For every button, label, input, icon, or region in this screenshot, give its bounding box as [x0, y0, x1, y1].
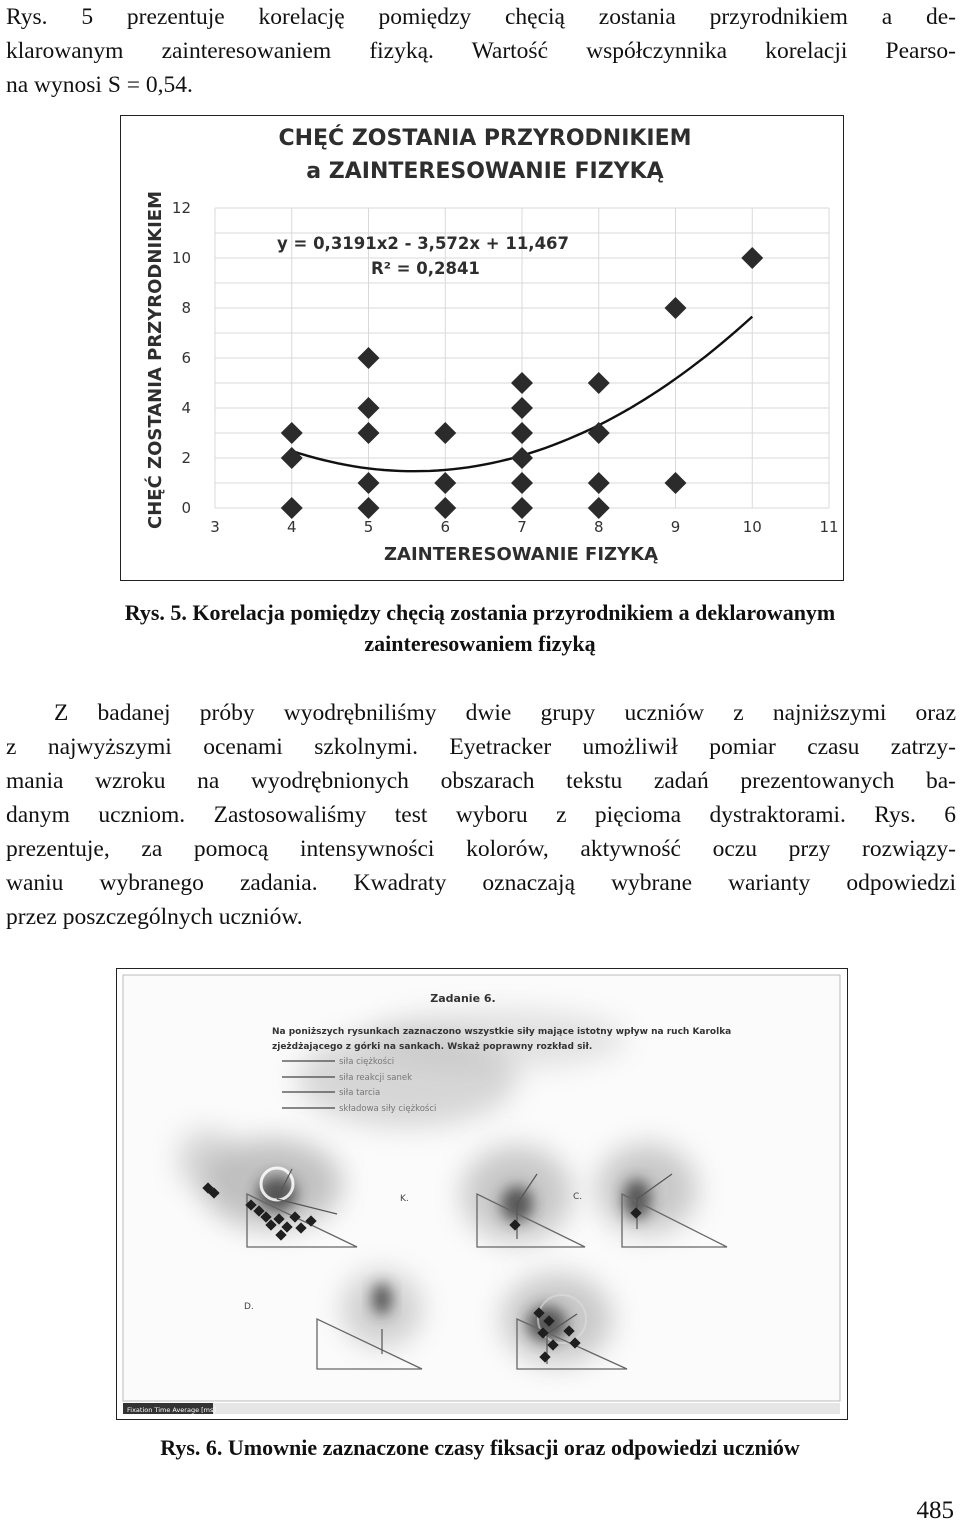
data-point: [588, 372, 610, 394]
figure-5-caption-label: Rys. 5.: [124, 600, 187, 625]
figure-6-caption: Rys. 6. Umownie zaznaczone czasy fiksacji oraz odpowiedzi uczniów: [160, 1435, 800, 1460]
data-point: [434, 497, 456, 519]
data-point: [511, 397, 533, 419]
y-tick-label: 10: [171, 249, 191, 267]
data-point: [358, 347, 380, 369]
trend-r-squared: R² = 0,2841: [371, 259, 480, 278]
data-point: [665, 297, 687, 319]
x-tick-label: 8: [593, 518, 604, 536]
data-point: [588, 472, 610, 494]
figure-5-caption: [0, 597, 960, 659]
x-tick-label: 10: [742, 518, 762, 536]
data-point: [281, 497, 303, 519]
intro-paragraph: [6, 0, 956, 102]
scatter-chart: [121, 116, 842, 579]
chart-title-line-2: a ZAINTERESOWANIE FIZYKĄ: [306, 159, 664, 184]
data-point: [741, 247, 763, 269]
figure-5-frame: [120, 115, 844, 581]
trend-equation: y = 0,3191x2 - 3,572x + 11,467: [277, 234, 570, 253]
data-point: [281, 447, 303, 469]
body-line: z najwyższymi ocenami szkolnymi. Eyetracker umożliwił pomiar czasu zatrzy-: [6, 734, 956, 760]
data-point: [588, 497, 610, 519]
intro-line: Rys. 5 prezentuje korelację pomiędzy chęcią zostania przyrodnikiem a de-: [6, 4, 956, 30]
body-line: danym uczniom. Zastosowaliśmy test wyboru z pięcioma dystraktorami. Rys. 6: [6, 802, 956, 828]
x-tick-label: 6: [440, 518, 451, 536]
legend-reaction: siła reakcji sanek: [339, 1073, 413, 1083]
data-point: [511, 422, 533, 444]
data-point: [358, 472, 380, 494]
chart-title-line-1: CHĘĆ ZOSTANIA PRZYRODNIKIEM: [278, 126, 692, 151]
x-tick-label: 4: [286, 518, 297, 536]
y-tick-label: 12: [171, 199, 191, 217]
body-line: Z badanej próby wyodrębniliśmy dwie grupy uczniów z najniższymi oraz: [54, 700, 956, 726]
x-tick-label: 7: [517, 518, 527, 536]
option-d-label: D.: [244, 1302, 254, 1312]
y-axis-label: CHĘĆ ZOSTANIA PRZYRODNIKIEM: [145, 191, 166, 529]
x-tick-label: 11: [819, 518, 839, 536]
x-tick-label: 3: [210, 518, 220, 536]
y-tick-label: 4: [181, 399, 191, 417]
intro-line: na wynosi S = 0,54.: [6, 72, 193, 98]
task-text-1: Na poniższych rysunkach zaznaczono wszystkie siły mające istotny wpływ na ruch Karolka: [272, 1027, 732, 1037]
option-k-label: K.: [400, 1194, 409, 1204]
option-c-label: C.: [573, 1192, 583, 1202]
data-point: [434, 422, 456, 444]
data-point: [434, 472, 456, 494]
data-point: [358, 497, 380, 519]
figure-5-caption-text-1: Korelacja pomiędzy chęcią zostania przyrodnikiem a deklarowanym: [192, 600, 836, 625]
body-paragraph: [6, 696, 956, 934]
data-point: [358, 397, 380, 419]
data-point: [511, 372, 533, 394]
body-line: waniu wybranego zadania. Kwadraty oznaczają wybrane warianty odpowiedzi: [6, 870, 956, 896]
data-point: [511, 472, 533, 494]
data-point: [511, 447, 533, 469]
task-title: Zadanie 6.: [430, 992, 496, 1005]
data-point: [281, 422, 303, 444]
page-number: 485: [916, 1497, 954, 1524]
body-line: prezentuje, za pomocą intensywności kolorów, aktywność oczu przy rozwiązy-: [6, 836, 956, 862]
y-tick-labels: [172, 199, 191, 517]
y-tick-label: 8: [181, 299, 191, 317]
legend-friction: siła tarcia: [339, 1088, 381, 1098]
body-line: przez poszczególnych uczniów.: [6, 904, 303, 930]
task-text-2: zjeżdżającego z górki na sankach. Wskaż poprawny rozkład sił.: [272, 1042, 593, 1052]
y-tick-label: 2: [181, 449, 191, 467]
x-tick-label: 9: [670, 518, 681, 536]
y-tick-label: 0: [181, 499, 191, 517]
intro-line: klarowanym zainteresowaniem fizyką. Wartość współczynnika korelacji Pearso-: [6, 38, 956, 64]
x-tick-labels: [210, 518, 838, 536]
figure-5-caption-text-2: zainteresowaniem fizyką: [364, 631, 596, 656]
data-point: [511, 497, 533, 519]
legend-gravity: siła ciężkości: [339, 1057, 395, 1067]
legend-gravity-component: składowa siły ciężkości: [339, 1104, 437, 1114]
x-tick-label: 5: [363, 518, 374, 536]
x-axis-label: ZAINTERESOWANIE FIZYKĄ: [384, 544, 658, 565]
y-tick-label: 6: [181, 349, 191, 367]
data-point: [358, 422, 380, 444]
eyetracker-heatmap: [117, 969, 846, 1418]
figure-6-frame: [116, 968, 848, 1420]
heatmap-footer-label: Fixation Time Average [ms]: [127, 1406, 216, 1414]
data-point: [665, 472, 687, 494]
body-line: mania wzroku na wyodrębnionych obszarach tekstu zadań prezentowanych ba-: [6, 768, 956, 794]
data-point: [588, 422, 610, 444]
